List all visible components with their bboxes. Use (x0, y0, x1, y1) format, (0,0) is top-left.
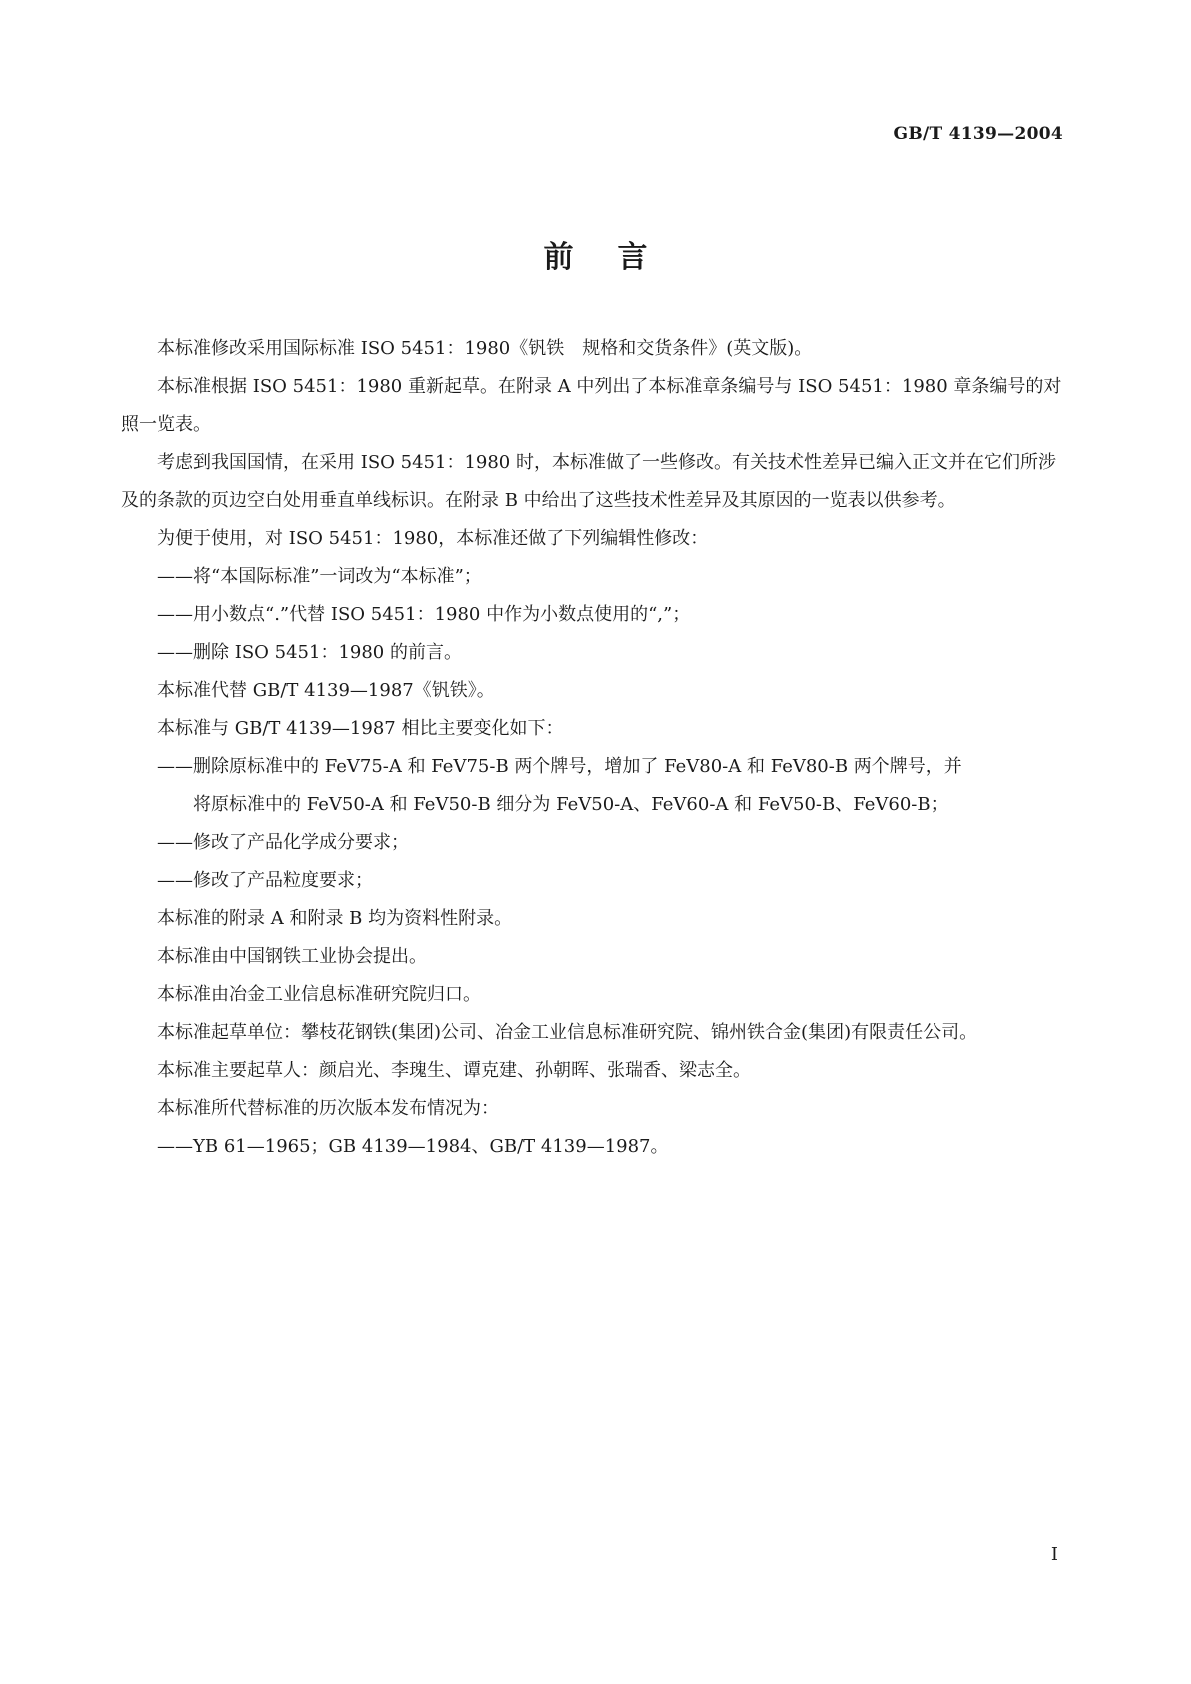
paragraph: 本标准根据 ISO 5451：1980 重新起草。在附录 A 中列出了本标准章条编号与 ISO 5451：1980 章条编号的对照一览表。 (121, 376, 1062, 435)
list-item: ——YB 61—1965；GB 4139—1984、GB/T 4139—1987。 (157, 1136, 669, 1157)
page-number: I (1050, 1544, 1058, 1565)
paragraph: 为便于使用，对 ISO 5451：1980，本标准还做了下列编辑性修改： (157, 528, 709, 549)
paragraph: 本标准代替 GB/T 4139—1987《钒铁》。 (157, 680, 495, 701)
standard-code: GB/T 4139—2004 (893, 124, 1063, 144)
list-item: ——修改了产品粒度要求； (157, 870, 373, 891)
paragraph: 考虑到我国国情，在采用 ISO 5451：1980 时，本标准做了一些修改。有关技术性差异已编入正文并在它们所涉及的条款的页边空白处用垂直单线标识。在附录 B 中给出了这些技术性差异及其原因的一览表以供参考。 (121, 452, 1056, 511)
list-item: ——修改了产品化学成分要求； (157, 832, 409, 853)
list-item: ——将“本国际标准”一词改为“本标准”； (157, 566, 482, 587)
paragraph: 本标准与 GB/T 4139—1987 相比主要变化如下： (157, 718, 564, 739)
list-item: ——删除 ISO 5451：1980 的前言。 (157, 642, 462, 663)
paragraph: 本标准由中国钢铁工业协会提出。 (157, 946, 427, 967)
paragraph: 本标准主要起草人：颜启光、李瑰生、谭克建、孙朝晖、张瑞香、梁志全。 (157, 1060, 751, 1081)
page-title: 前言 (543, 240, 692, 275)
paragraph: 本标准所代替标准的历次版本发布情况为： (157, 1098, 499, 1119)
list-item-continuation: 将原标准中的 FeV50-A 和 FeV50-B 细分为 FeV50-A、FeV60-A 和 FeV50-B、FeV60-B； (193, 794, 949, 815)
paragraph: 本标准的附录 A 和附录 B 均为资料性附录。 (157, 908, 513, 929)
list-item: ——用小数点“.”代替 ISO 5451：1980 中作为小数点使用的“,”； (157, 604, 691, 625)
paragraph: 本标准由冶金工业信息标准研究院归口。 (157, 984, 481, 1005)
paragraph: 本标准起草单位：攀枝花钢铁(集团)公司、冶金工业信息标准研究院、锦州铁合金(集团)有限责任公司。 (157, 1022, 978, 1043)
paragraph: 本标准修改采用国际标准 ISO 5451：1980《钒铁 规格和交货条件》(英文版)。 (157, 338, 813, 359)
list-item: ——删除原标准中的 FeV75-A 和 FeV75-B 两个牌号，增加了 FeV80-A 和 FeV80-B 两个牌号，并 (157, 756, 962, 777)
foreword-body (121, 330, 1063, 1166)
